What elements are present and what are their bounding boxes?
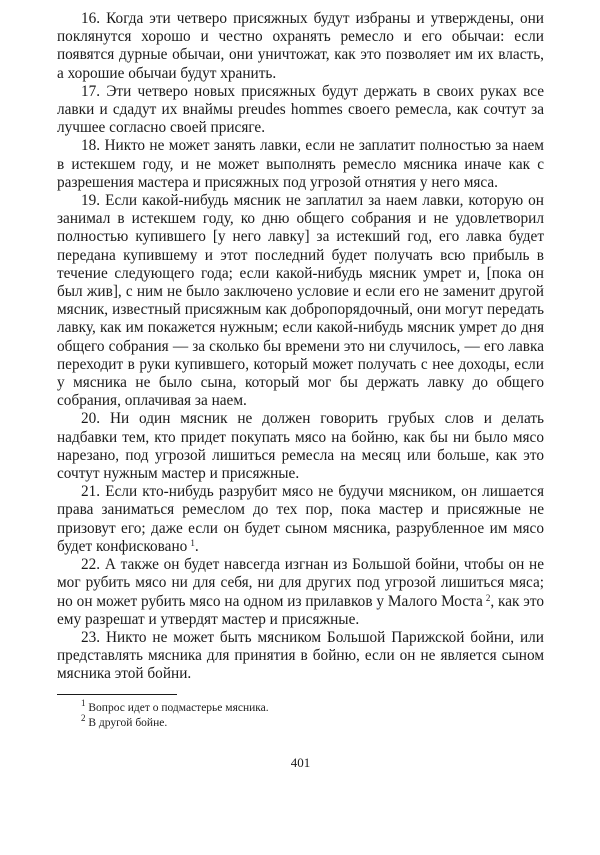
paragraph-22	[57, 556, 544, 629]
footnote-mark: 2	[81, 712, 86, 723]
paragraph-17	[57, 83, 544, 138]
paragraph-text: 17. Эти четверо новых присяжных будут держать в своих руках все лавки и сдадут их внаймы preudes hommes своего ремесла, как сочтут за лучшее согласно своей присяге.	[57, 82, 544, 137]
paragraph-text: 18. Никто не может занять лавки, если не заплатит полностью за наем в истекшем году, и не может выполнять ремесло мясника иначе как с разрешения мастера и присяжных под угрозой отнятия у него мяса.	[57, 137, 544, 191]
paragraph-16	[57, 10, 544, 83]
footnote-2	[57, 712, 544, 731]
footnote-mark: 1	[81, 697, 86, 708]
paragraph-text: 21. Если кто-нибудь разрубит мясо не будучи мясником, он лишается права заниматься ремеслом до тех пор, пока мастер и присяжные не призовут его; даже если он будет сыном мясника, разрубленное им мясо будет конфисковано	[57, 483, 544, 555]
paragraph-tail: , как это ему разрешат и утвердят мастер и присяжные.	[57, 592, 545, 628]
footnote-divider	[57, 694, 177, 695]
book-page	[57, 10, 544, 771]
paragraph-text: 19. Если какой-нибудь мясник не заплатил за наем лавки, которую он занимал в истекшем году, ко дню общего собрания и не удовлетворил полностью купившего [у него лавку] за истекший год, его лавка будет передана купившему и этот последний будет получать всю прибыль в течение следующего года; если какой-нибудь мясник умрет и, [пока он был жив], с ним не было заключено условие и если его не заменит другой мясник, известный присяжным как добропорядочный, они могут передать лавку, как им покажется нужным; если какой-нибудь мясник умрет до дня общего собрания — за сколько бы времени это ни случилось, — его лавка переходит в руки купившего, который может получать с нее доходы, если у мясника не было сына, который мог бы держать лавку до общего собрания, оплачивая за наем.	[57, 192, 544, 410]
page-number: 401	[290, 754, 311, 770]
footnote-text: В другой бойне.	[88, 716, 168, 729]
paragraph-text: 16. Когда эти четверо присяжных будут избраны и утверждены, они поклянутся хорошо и честно охранять ремесло и его обычаи: если появятся дурные обычаи, они уничтожат, как это позволяет им их власть, а хорошие обычаи будут хранить.	[57, 10, 544, 82]
paragraph-21	[57, 483, 544, 556]
paragraph-20	[57, 410, 544, 483]
footnote-1	[57, 697, 544, 716]
paragraph-tail: .	[194, 537, 199, 555]
paragraph-23	[57, 629, 544, 684]
footnote-ref-1[interactable]: 1	[190, 537, 195, 548]
paragraph-text: 22. А также он будет навсегда изгнан из Большой бойни, чтобы он не мог рубить мясо ни для себя, ни для других под угрозой лишиться мяса; но он может рубить мясо на одном из прилавков у Малого Моста	[57, 556, 544, 610]
paragraph-18	[57, 137, 544, 192]
footnote-ref-2[interactable]: 2	[485, 592, 491, 603]
paragraph-19	[57, 192, 544, 410]
footnote-text: Вопрос идет о подмастерье мясника.	[88, 701, 269, 714]
paragraph-text: 20. Ни один мясник не должен говорить грубых слов и делать надбавки тем, кто придет покупать мясо на бойню, как бы ни было мясо нарезано, под угрозой лишиться ремесла на месяц или больше, как это сочтут нужным мастер и присяжные.	[57, 410, 544, 483]
paragraph-text: 23. Никто не может быть мясником Большой Парижской бойни, или представлять мясника для принятия в бойню, если он не является сыном мясника этой бойни.	[57, 628, 544, 683]
